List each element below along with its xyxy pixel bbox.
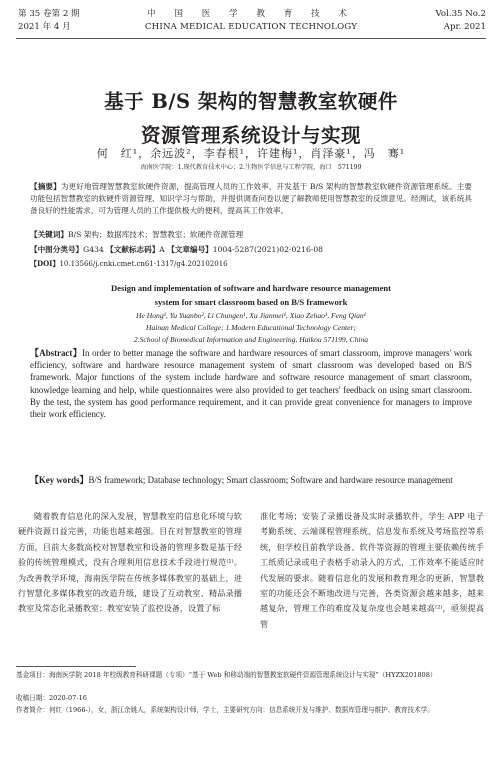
body-column-right: 准化考场；安装了录播设备及实时录播软件，学生 APP 电子考勤系统、云端课程管理系统、信息发布系统及考场监控等系统，但学校目前教学设备、软件等资源的管理主要依赖传统手工纸质记录或电子表格手动录入的方式，工作效率不能适应时代发展的要求。随着信息化的发展和教育理念的更新，智慧教室的功能还会不断地改进与完善，各类资源会越来越多，越来越复杂，管理工作的难度及复杂度也会越来越高⁽²⁾，亟须提高管 xyxy=(260,511,484,629)
clc-value: G434 xyxy=(83,245,104,254)
english-abstract-text: In order to better manage the software and hardware resources of smart classroom, improve managers' work efficiency, software and hardware resource management system of smart classroom was developed based on B/S framework. Major functions of the system include hardware and software resource management of smart classroom, knowledge learning and help, while questionnaires were also provided to get teachers' feedback on using smart classroom. By the test, the system has good performance requirement, and it can provide great convenience for managers to improve their work efficiency. xyxy=(30,348,473,420)
author-bio xyxy=(16,705,486,715)
author-bio-text: 何红（1966-），女，浙江余姚人，系统架构设计师，学士，主要研究方向：信息系统开发与维护、数据库管理与维护、教育技术学。 xyxy=(48,706,434,714)
english-affiliation-1: Hainan Medical College; 1.Modern Educational Technology Center; xyxy=(146,323,356,332)
english-title-line-2: system for smart classroom based on B/S framework xyxy=(154,297,348,307)
journal-name-en: CHINA MEDICAL EDUCATION TECHNOLOGY xyxy=(144,22,358,32)
abstract-cn-text: 为更好地管理智慧教室软硬件资源，提高管理人员的工作效率，开发基于 B/S 架构的智慧教室软硬件资源管理系统。主要功能包括智慧教室的软硬件资源管理、知识学习与帮助，并提供调查问卷以便了解教师使用智慧教室的反馈意见。经测试，该系统具备良好的性能需求，可为管理人员的工作提供极大的便利，提高其工作效率。 xyxy=(30,182,473,215)
clc-label: 【中图分类号】 xyxy=(30,245,84,254)
volume-en: Vol.35 No.2 xyxy=(435,9,486,19)
date-en: Apr. 2021 xyxy=(443,22,486,32)
paper-title-line-2: 资源管理系统设计与实现 xyxy=(140,124,361,147)
english-keywords-label: 【Key words】 xyxy=(30,475,89,485)
keywords-cn-label: 【关键词】 xyxy=(30,230,68,239)
received-date xyxy=(16,693,486,703)
english-authors: He Hong¹, Yu Yuanbo², Li Chungen¹, Xu Jianmei¹, Xiao Zehao¹, Feng Qian¹ xyxy=(136,311,366,320)
english-abstract-label: 【Abstract】 xyxy=(30,348,83,358)
keywords-cn xyxy=(30,229,472,241)
paper-title-line-1: 基于 B/S 架构的智慧教室软硬件 xyxy=(104,90,398,113)
volume-cn: 第 35 卷第 2 期 xyxy=(18,9,80,19)
date-cn: 2021 年 4 月 xyxy=(18,22,71,32)
journal-name-cn: 中 国 医 学 教 育 技 术 xyxy=(147,9,355,19)
english-title-line-1: Design and implementation of software and hardware resource management xyxy=(110,283,392,293)
received-label: 收稿日期： xyxy=(16,694,49,702)
received-value: 2020-07-16 xyxy=(48,694,87,702)
funding-note xyxy=(16,670,486,680)
affiliation: 海南医学院：1.现代教育技术中心；2.生物医学信息与工程学院，海口 571199 xyxy=(140,164,362,171)
keywords-cn-text: B/S 架构；数据库技术；智慧教室；软硬件资源管理 xyxy=(67,230,244,239)
english-keywords-text: B/S framework; Database technology; Smart classroom; Software and hardware resource management xyxy=(88,475,453,485)
english-affiliation-2: 2.School of Biomedical Information and Engineering, Haikou 571199, China xyxy=(133,335,369,344)
classification-line xyxy=(30,244,472,256)
doc-code-value: A xyxy=(159,245,165,254)
doi-line xyxy=(30,258,472,270)
author-list: 何 红¹，余远波²，李春根¹，许建梅¹，肖泽豪¹，冯 骞¹ xyxy=(96,147,406,160)
body-column-left: 随着教育信息化的深入发展，智慧教室的信息化环境与软硬件资源日益完善，功能也越来越强。目在对智慧教室的管理方面，目前大多数高校对智慧教室和设备的管理多数是基于经验的传统管理模式，没有合理利用信息技术手段进行规范⁽¹⁾。为改善教学环境，海南医学院在传统多媒体教室的基础上，进行智慧化多媒体教室的改造升级，建设了互动教室、精品录播教室及常态化录播教室；教室安装了监控设备，设置了标 xyxy=(18,511,242,614)
abstract-cn xyxy=(30,181,472,217)
doc-code-label: 【文献标志码】 xyxy=(106,245,160,254)
running-header-center xyxy=(0,8,502,34)
running-header-right xyxy=(436,8,486,34)
doi-value: 10.13566/j.cnki.cmet.cn61-1317/g4.202102016 xyxy=(59,260,228,268)
doi-label: 【DOI】 xyxy=(30,259,60,268)
article-no-value: 1004-5287(2021)02-0216-08 xyxy=(212,245,324,254)
footnote-divider xyxy=(16,666,136,667)
english-keywords xyxy=(30,474,472,486)
funding-label: 基金项目： xyxy=(16,671,49,679)
english-abstract xyxy=(30,347,472,420)
funding-text: 海南医学院 2018 年校级教育科研课题（专项）“基于 Web 和移动端的智慧教室软硬件资源管理系统设计与实现”（HYZX201808） xyxy=(48,671,437,679)
abstract-cn-label: 【摘要】 xyxy=(30,182,61,191)
header-divider xyxy=(16,38,486,39)
article-no-label: 【文章编号】 xyxy=(167,245,213,254)
author-bio-label: 作者简介： xyxy=(16,706,49,714)
